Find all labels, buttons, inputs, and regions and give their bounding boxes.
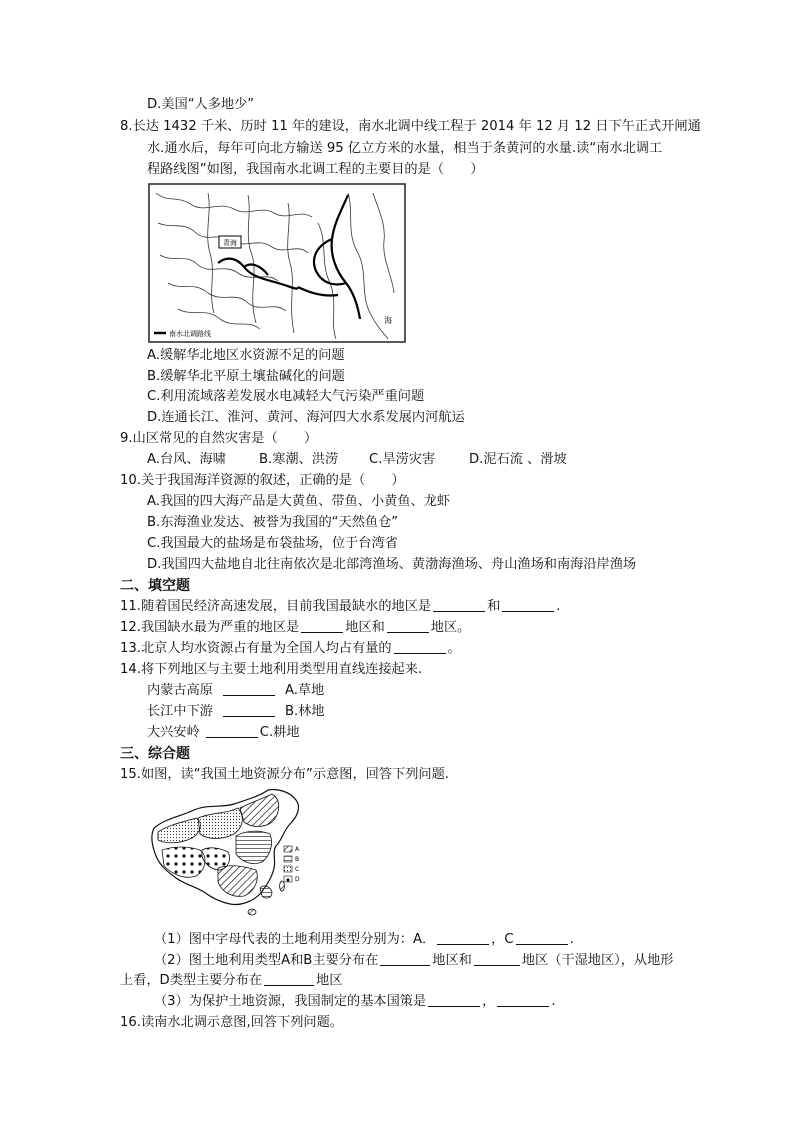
q8-option-c: C.利用流域落差发展水电减轻大气污染严重问题: [147, 389, 425, 404]
china-land-resource-map: [148, 788, 318, 922]
q15-sub3: [154, 992, 556, 1012]
q9-stem: 9.山区常见的自然灾害是（ ）: [120, 431, 318, 446]
q10-option-b: B.东海渔业发达、被誉为我国的“天然鱼仓”: [147, 515, 399, 530]
q13-text: 13.北京人均水资源占有量为全国人均占有量的: [120, 641, 392, 656]
q15-sub2-end: 地区: [316, 973, 343, 988]
q8-stem-line1: 8.长达 1432 千米、历时 11 年的建设，南水北调中线工程于 2014 年 12 月 12 日下午正式开闸通: [120, 119, 701, 134]
q15-stem: 15.如图，读“我国土地资源分布”示意图，回答下列问题.: [120, 767, 449, 782]
q15-sub2-text: （2）图土地利用类型A和B主要分布在: [154, 953, 379, 968]
q7-option-d: D.美国“人多地少”: [147, 97, 255, 112]
q15-sub2-blank-2[interactable]: [474, 951, 520, 966]
q8-stem-line3: 程路线图”如图，我国南水北调工程的主要目的是（ ）: [147, 162, 484, 177]
q8-stem-line2: 水.通水后，每年可向北方输送 95 亿立方米的水量，相当于条黄河的水量.读“南水北调工: [147, 141, 663, 156]
q15-sub3-text: （3）为保护土地资源，我国制定的基本国策是: [154, 994, 427, 1009]
q12-end: 地区。: [430, 620, 471, 635]
q11-end: .: [556, 599, 561, 614]
section-comprehensive-heading: 三、综合题: [120, 746, 190, 762]
q14-stem: 14.将下列地区与主要土地利用类型用直线连接起来.: [120, 662, 423, 677]
q9-option-c: C.旱涝灾害: [369, 452, 436, 467]
q15-sub2-blank-1[interactable]: [380, 951, 430, 966]
q12-blank-1[interactable]: [301, 618, 343, 633]
q15-sub1-c: ，C: [491, 932, 514, 947]
q8-option-a: A.缓解华北地区水资源不足的问题: [147, 348, 345, 363]
q9-option-d: D.泥石流 、滑坡: [469, 452, 567, 467]
q15-sub1-blank-c[interactable]: [516, 930, 568, 945]
q11: [120, 597, 561, 617]
q14-row-3: [147, 723, 300, 743]
legend-c: C: [295, 866, 300, 873]
q12-text: 12.我国缺水最为严重的地区是: [120, 620, 300, 635]
q8-option-d: D.连通长江、淮河、黄河、海河四大水系发展内河航运: [147, 410, 465, 425]
q8-option-b: B.缓解华北平原土壤盐碱化的问题: [147, 369, 345, 384]
south-north-water-map: [148, 183, 406, 343]
q14-right-2: B.林地: [284, 704, 325, 719]
q15-sub1: [154, 930, 574, 950]
q15-sub2-cont: [120, 971, 342, 991]
q15-sub3-end: .: [551, 994, 556, 1009]
q15-sub2: [154, 951, 674, 971]
q11-and: 和: [487, 599, 501, 614]
q15-sub1-blank-a[interactable]: [437, 930, 489, 945]
q15-sub3-blank-2[interactable]: [497, 992, 549, 1007]
q15-sub2-blank-3[interactable]: [264, 971, 314, 986]
q11-blank-2[interactable]: [502, 597, 554, 612]
q10-option-a: A.我国的四大海产品是大黄鱼、带鱼、小黄鱼、龙虾: [147, 494, 451, 509]
q15-sub3-comma: ，: [482, 994, 496, 1009]
q14-line-1[interactable]: [223, 681, 275, 696]
legend-d: D: [295, 876, 300, 883]
legend-a: A: [295, 846, 300, 853]
q15-sub2-d-text: 上看，D类型主要分布在: [120, 973, 263, 988]
q16-stem: 16.读南水北调示意图,回答下列问题。: [120, 1015, 343, 1030]
q9-option-b: B.寒潮、洪涝: [259, 452, 339, 467]
map-label-qinghai: 青海: [223, 239, 237, 247]
q14-line-2[interactable]: [223, 702, 275, 717]
q14-line-3[interactable]: [206, 723, 258, 738]
q11-text: 11.随着国民经济高速发展，目前我国最缺水的地区是: [120, 599, 432, 614]
q13-blank[interactable]: [394, 639, 446, 654]
q14-left-1: 内蒙古高原: [147, 683, 213, 698]
q14-right-3: C.耕地: [259, 725, 300, 740]
q14-row-1: [147, 681, 324, 701]
legend-b: B: [295, 856, 300, 863]
q10-stem: 10.关于我国海洋资源的叙述，正确的是（ ）: [120, 473, 405, 488]
section-fill-in-heading: 二、填空题: [120, 578, 190, 594]
q15-sub1-end: .: [569, 932, 574, 947]
q12-blank-2[interactable]: [387, 618, 429, 633]
q14-right-1: A.草地: [284, 683, 325, 698]
q14-left-3: 大兴安岭: [147, 725, 200, 740]
q13: [120, 639, 461, 659]
q9-option-a: A.台风、海啸: [147, 452, 226, 467]
q10-option-c: C.我国最大的盐场是布袋盐场，位于台湾省: [147, 536, 398, 551]
map-legend-route: 南水北调路线: [169, 330, 211, 338]
q9-options: [147, 450, 567, 470]
q15-sub3-blank-1[interactable]: [428, 992, 480, 1007]
map-label-sea: 海: [384, 316, 392, 325]
q14-row-2: [147, 702, 325, 722]
q10-option-d: D.我国四大盐地自北往南依次是北部湾渔场、黄渤海渔场、舟山渔场和南海沿岸渔场: [147, 557, 637, 572]
q12: [120, 618, 470, 638]
q14-left-2: 长江中下游: [147, 704, 213, 719]
q15-sub1-text: （1）图中字母代表的土地利用类型分别为：A．: [154, 932, 436, 947]
q12-mid: 地区和: [345, 620, 385, 635]
q11-blank-1[interactable]: [433, 597, 485, 612]
q15-sub2-mid: 地区和: [432, 953, 472, 968]
q13-end: 。: [447, 641, 461, 656]
q15-sub2-tail: 地区（干湿地区），从地形: [521, 953, 674, 968]
